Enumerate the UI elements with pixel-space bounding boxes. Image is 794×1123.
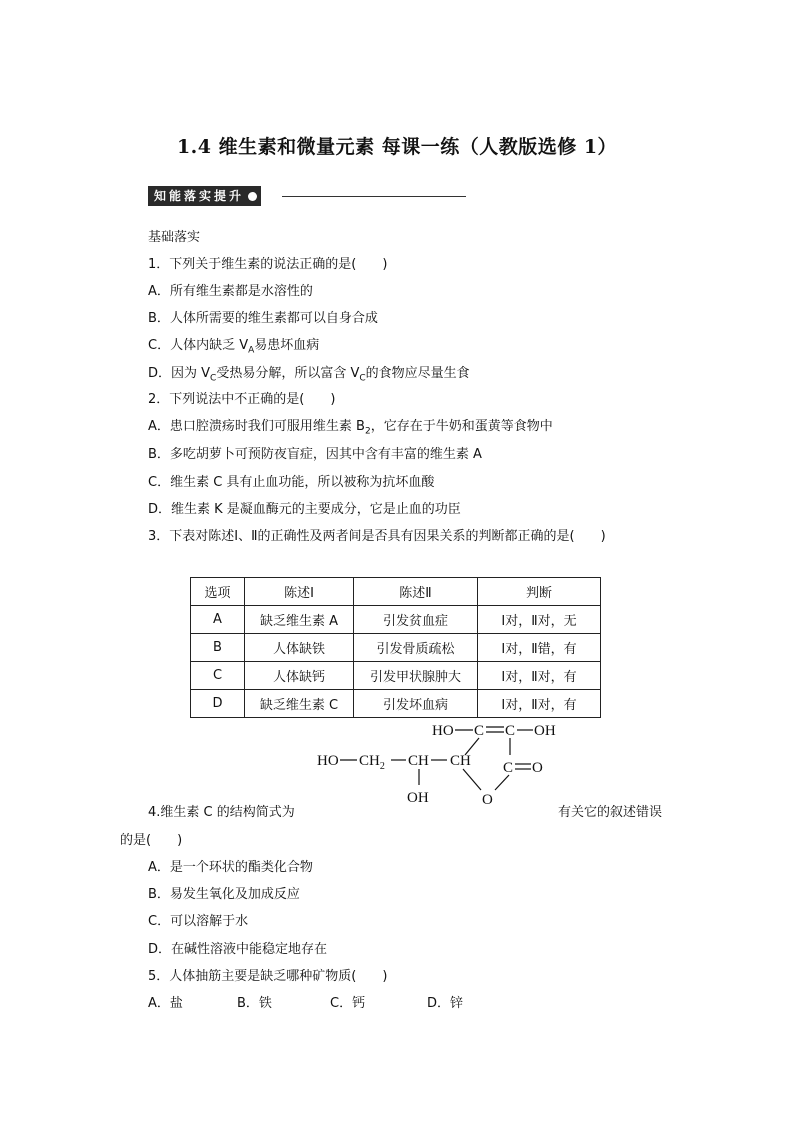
q2-stem: 2．下列说法中不正确的是( )	[148, 392, 336, 407]
q2-option-c: C．维生素 C 具有止血功能，所以被称为抗坏血酸	[148, 475, 435, 490]
table-row	[191, 634, 601, 662]
struct-c-top1: C	[474, 723, 485, 739]
q4-stem-continued: 的是( )	[120, 833, 183, 848]
table-cell: D	[191, 690, 245, 718]
table-cell: Ⅰ对，Ⅱ对，有	[478, 662, 601, 690]
table-row	[191, 690, 601, 718]
q1-option-b: B．人体所需要的维生素都可以自身合成	[148, 311, 378, 326]
struct-ch2-text: CH	[359, 753, 380, 769]
q5-option-d: D．锌	[427, 996, 464, 1011]
vitamin-c-structure	[305, 715, 565, 810]
table-cell: Ⅰ对，Ⅱ对，有	[478, 690, 601, 718]
table-cell: Ⅰ对，Ⅱ错，有	[478, 634, 601, 662]
struct-bond	[495, 775, 509, 790]
q5-option-c: C．钙	[330, 996, 366, 1011]
struct-ho-left: HO	[317, 753, 339, 769]
q2-a-sub: 2	[364, 426, 371, 437]
struct-ch-mid: CH	[408, 753, 429, 769]
table-cell: Ⅰ对，Ⅱ对，无	[478, 606, 601, 634]
struct-oh-top: OH	[534, 723, 556, 739]
section-banner	[148, 186, 261, 206]
q1-d-text-end: 的食物应尽量生食	[365, 366, 470, 381]
page-title: 1.4 维生素和微量元素 每课一练（人教版选修 1）	[176, 136, 618, 158]
struct-ch2-sub: 2	[379, 761, 385, 772]
struct-ho-top: HO	[432, 723, 454, 739]
struct-ch-ring: CH	[450, 753, 471, 769]
table-cell: 缺乏维生素 C	[245, 690, 354, 718]
banner-divider	[282, 196, 466, 197]
struct-ch2	[359, 753, 385, 772]
q2-option-b: B．多吃胡萝卜可预防夜盲症，因其中含有丰富的维生素 A	[148, 447, 482, 462]
table-cell: 陈述Ⅰ	[245, 578, 354, 606]
q5-stem: 5．人体抽筋主要是缺乏哪种矿物质( )	[148, 969, 388, 984]
q2-a-text-end: ，它存在于牛奶和蛋黄等食物中	[370, 419, 553, 434]
table-cell: 引发坏血病	[354, 690, 478, 718]
q4-option-c: C．可以溶解于水	[148, 914, 249, 929]
q1-c-text-end: 易患坏血病	[254, 338, 320, 353]
table-row	[191, 662, 601, 690]
table-cell: 陈述Ⅱ	[354, 578, 478, 606]
table-cell: A	[191, 606, 245, 634]
banner-label	[148, 186, 261, 206]
q1-d-sub1: C	[210, 373, 217, 384]
q1-d-sub2: C	[359, 373, 366, 384]
table-cell: 引发甲状腺肿大	[354, 662, 478, 690]
q5-option-b: B．铁	[237, 996, 272, 1011]
q1-d-text: D．因为 V	[148, 366, 211, 381]
table-cell: C	[191, 662, 245, 690]
table-row	[191, 606, 601, 634]
banner-text: 知能落实提升	[154, 189, 245, 203]
section-heading: 基础落实	[148, 230, 201, 245]
q1-c-sub: A	[248, 345, 255, 356]
table-cell: 选项	[191, 578, 245, 606]
table-cell: 判断	[478, 578, 601, 606]
struct-oh-bottom: OH	[407, 790, 429, 806]
table-cell: B	[191, 634, 245, 662]
q1-option-c	[148, 334, 320, 356]
q1-d-text-mid: 受热易分解，所以富含 V	[216, 366, 360, 381]
q5-option-a: A．盐	[148, 996, 183, 1011]
q1-option-d	[148, 362, 470, 384]
q3-table	[190, 577, 601, 718]
table-row	[191, 578, 601, 606]
table-cell: 引发贫血症	[354, 606, 478, 634]
bullet-icon	[248, 192, 257, 201]
q2-a-text: A．患口腔溃疡时我们可服用维生素 B	[148, 419, 365, 434]
q4-option-b: B．易发生氧化及加成反应	[148, 887, 300, 902]
q4-option-d: D．在碱性溶液中能稳定地存在	[148, 942, 328, 957]
q4-stem-end: 有关它的叙述错误	[558, 805, 663, 820]
table-cell: 人体缺铁	[245, 634, 354, 662]
struct-c-carbonyl: C	[503, 760, 514, 776]
table-cell: 缺乏维生素 A	[245, 606, 354, 634]
struct-bond	[463, 769, 481, 790]
q3-stem: 3．下表对陈述Ⅰ、Ⅱ的正确性及两者间是否具有因果关系的判断都正确的是( )	[148, 529, 606, 544]
q1-c-text: C．人体内缺乏 V	[148, 338, 249, 353]
struct-c-top2: C	[505, 723, 516, 739]
q1-stem: 1．下列关于维生素的说法正确的是( )	[148, 257, 388, 272]
q4-stem-start: 4.维生素 C 的结构简式为	[148, 805, 295, 820]
table-cell: 引发骨质疏松	[354, 634, 478, 662]
q1-option-a: A．所有维生素都是水溶性的	[148, 284, 313, 299]
struct-o-ring: O	[482, 792, 493, 808]
table-cell: 人体缺钙	[245, 662, 354, 690]
struct-o-carbonyl: O	[532, 760, 543, 776]
q4-option-a: A．是一个环状的酯类化合物	[148, 860, 313, 875]
q2-option-a	[148, 415, 553, 437]
q2-option-d: D．维生素 K 是凝血酶元的主要成分，它是止血的功臣	[148, 502, 461, 517]
